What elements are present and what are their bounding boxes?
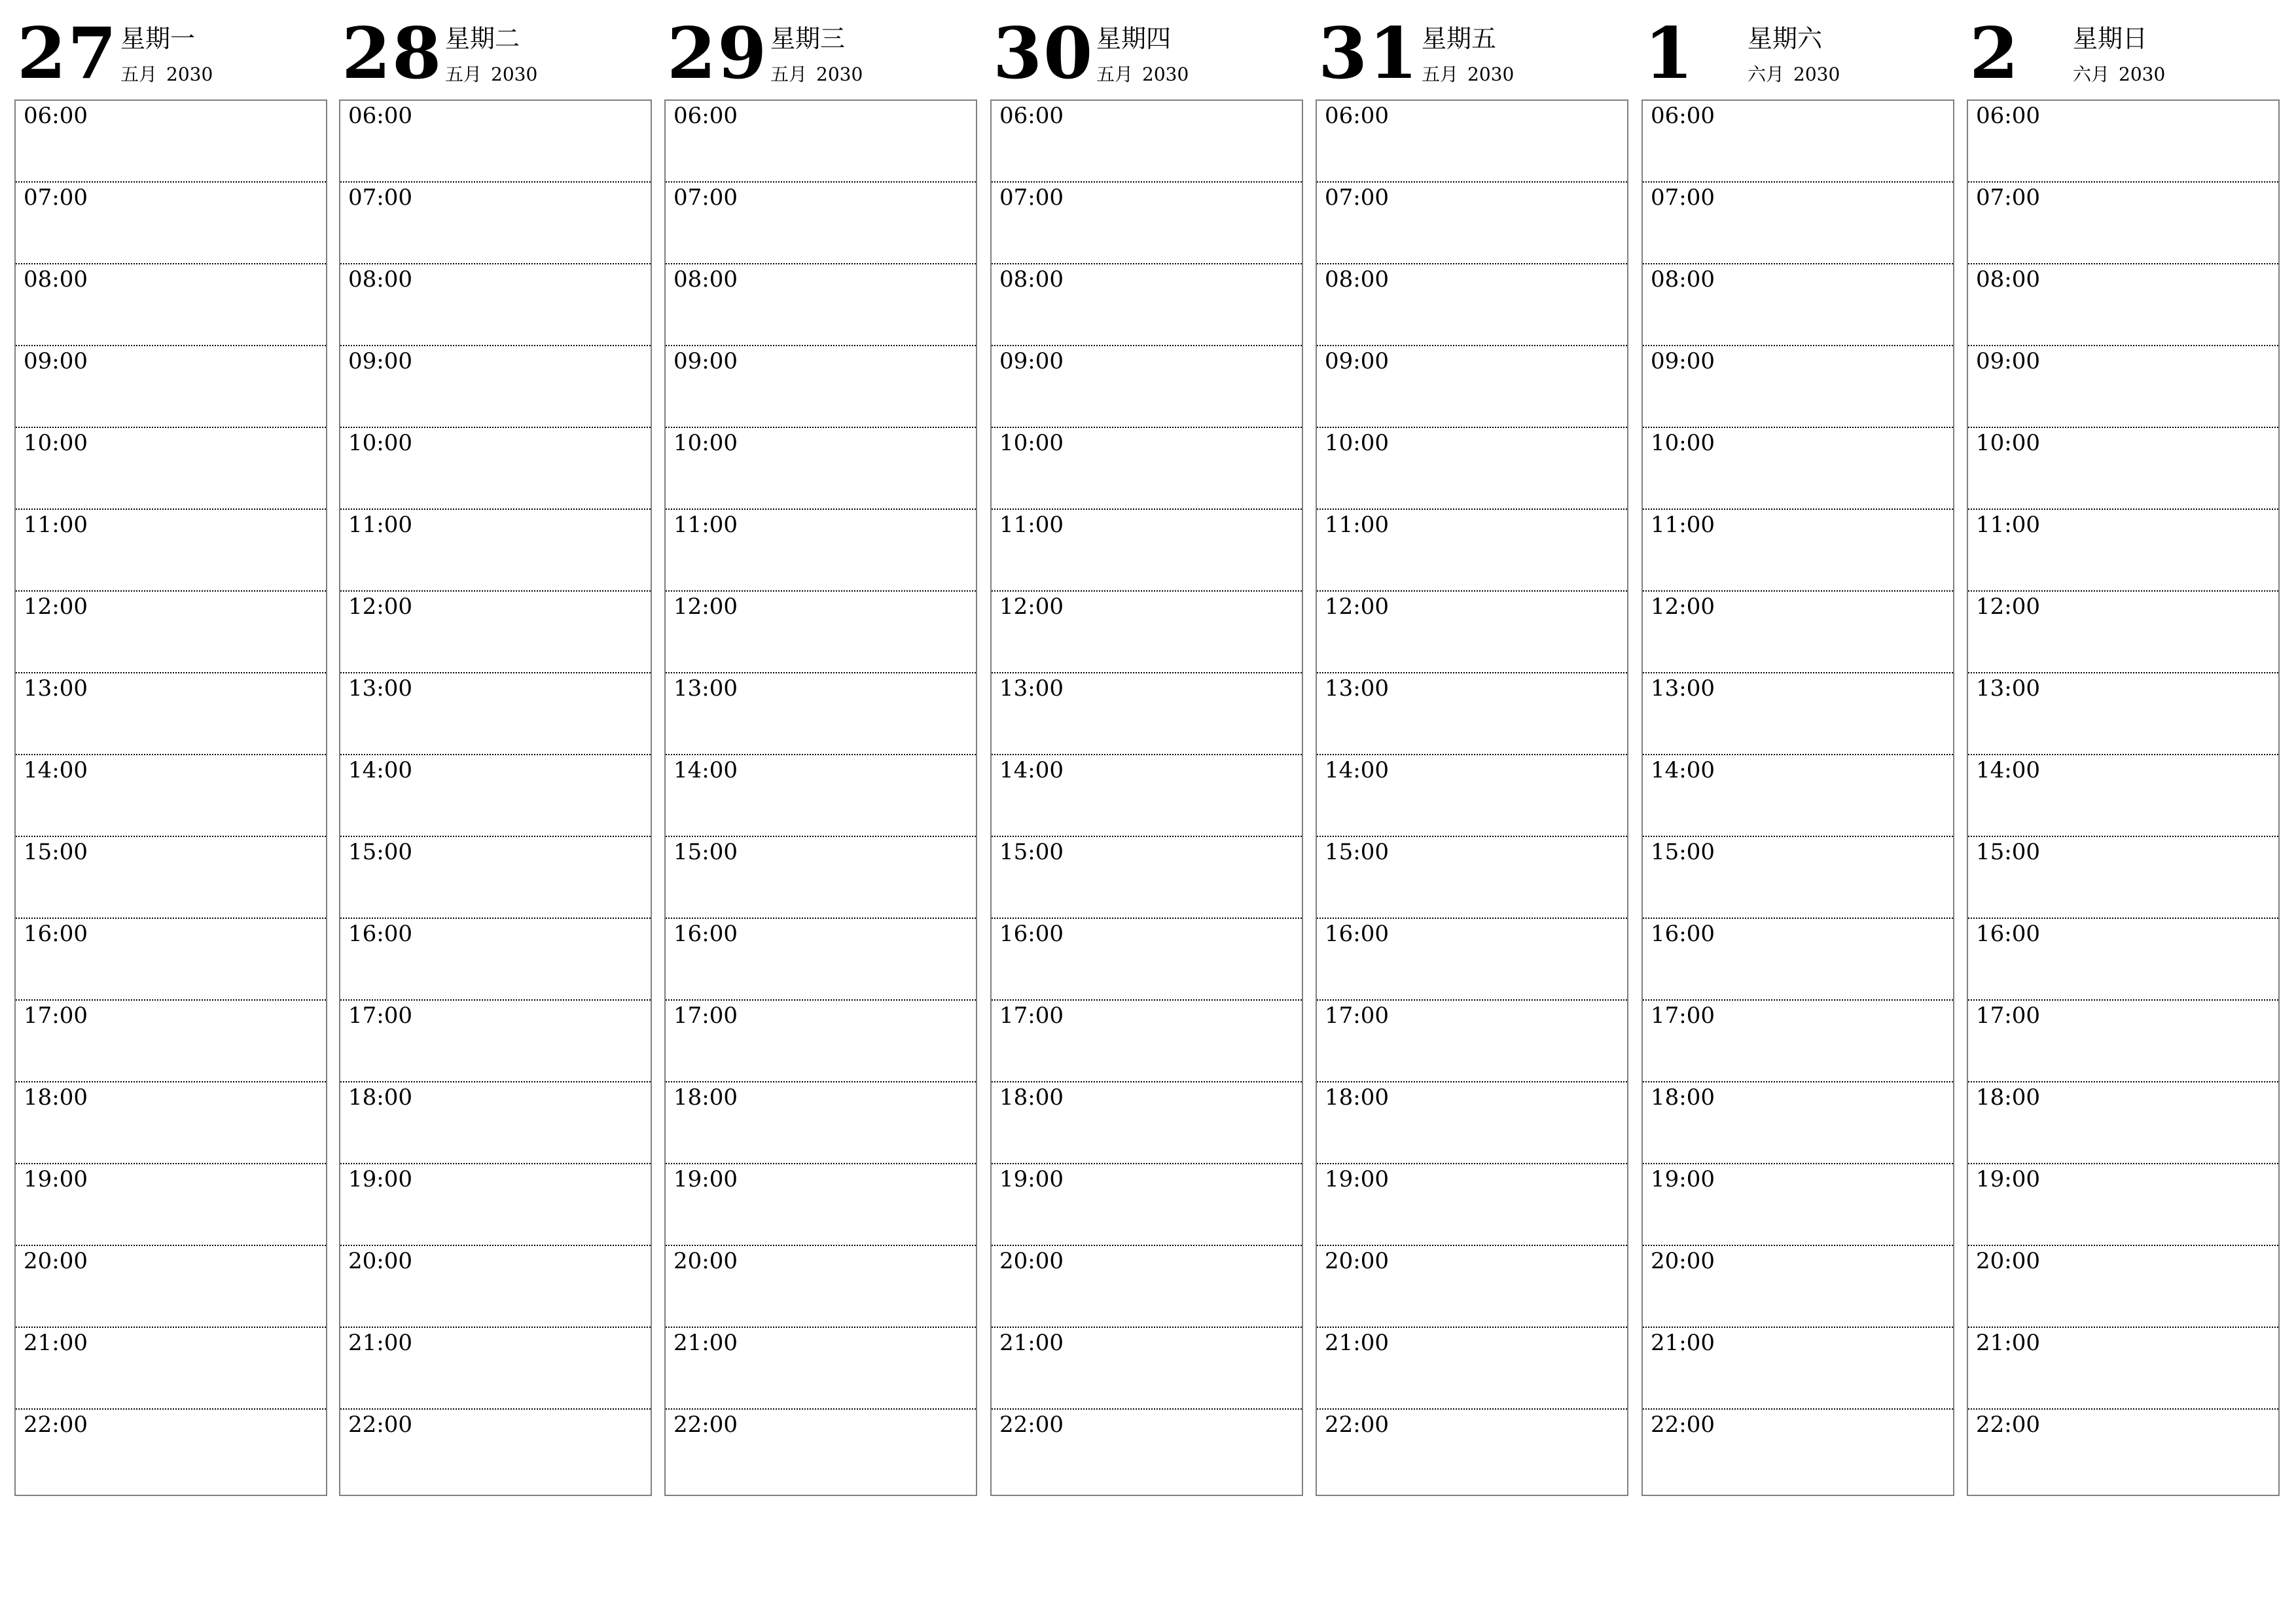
- hour-label: 10:00: [999, 430, 1064, 456]
- hour-label: 19:00: [1651, 1166, 1715, 1192]
- hour-label: 09:00: [24, 348, 88, 374]
- hour-label: 12:00: [24, 594, 88, 620]
- hour-label: 17:00: [999, 1003, 1064, 1029]
- day-header: [1641, 0, 1954, 99]
- hour-slot[interactable]: [1643, 1082, 1953, 1164]
- hour-label: 20:00: [1325, 1248, 1389, 1274]
- hour-label: 06:00: [673, 103, 738, 129]
- hour-slot[interactable]: [1643, 919, 1953, 1001]
- hour-label: 10:00: [1651, 430, 1715, 456]
- hour-slot[interactable]: [666, 1246, 976, 1328]
- weekday-label: 星期四: [1096, 24, 1172, 53]
- hour-slot[interactable]: [992, 673, 1302, 755]
- hour-slot[interactable]: [1968, 592, 2278, 673]
- hour-label: 18:00: [673, 1084, 738, 1111]
- month-year-label: [770, 65, 863, 84]
- hour-slot[interactable]: [340, 1328, 651, 1410]
- hour-slot[interactable]: [1968, 755, 2278, 837]
- day-number: 29: [667, 12, 768, 95]
- hour-label: 16:00: [24, 921, 88, 947]
- hour-label: 21:00: [24, 1330, 88, 1356]
- hour-slot[interactable]: [992, 755, 1302, 837]
- hour-slot[interactable]: [1968, 183, 2278, 264]
- hour-slot[interactable]: [1968, 1410, 2278, 1491]
- hour-slot[interactable]: [1317, 837, 1627, 919]
- hour-slot[interactable]: [1317, 755, 1627, 837]
- hour-label: 09:00: [348, 348, 412, 374]
- day-number: 31: [1318, 12, 1420, 95]
- month-label: 五月: [120, 63, 158, 85]
- hour-label: 14:00: [999, 757, 1064, 783]
- hour-label: 14:00: [348, 757, 412, 783]
- hour-label: 19:00: [24, 1166, 88, 1192]
- hour-slot[interactable]: [340, 1164, 651, 1246]
- hour-label: 17:00: [1976, 1003, 2040, 1029]
- hour-label: 18:00: [348, 1084, 412, 1111]
- hour-slot[interactable]: [340, 264, 651, 346]
- hour-slot[interactable]: [666, 183, 976, 264]
- day-column: [1641, 0, 1954, 1438]
- hour-label: 12:00: [1651, 594, 1715, 620]
- hour-label: 14:00: [1651, 757, 1715, 783]
- hour-label: 10:00: [348, 430, 412, 456]
- hour-slot[interactable]: [16, 673, 326, 755]
- hour-slot[interactable]: [1317, 1082, 1627, 1164]
- hour-slot[interactable]: [1317, 1001, 1627, 1082]
- hour-label: 21:00: [1325, 1330, 1389, 1356]
- hour-slot[interactable]: [992, 264, 1302, 346]
- hour-label: 13:00: [1651, 675, 1715, 702]
- month-label: 五月: [1422, 63, 1459, 85]
- hour-slot[interactable]: [666, 510, 976, 592]
- hour-slot[interactable]: [1317, 1328, 1627, 1410]
- hour-slot[interactable]: [16, 101, 326, 183]
- hour-slot[interactable]: [1317, 510, 1627, 592]
- hour-slot[interactable]: [1317, 673, 1627, 755]
- hour-slot[interactable]: [340, 183, 651, 264]
- hour-label: 20:00: [24, 1248, 88, 1274]
- hour-label: 14:00: [673, 757, 738, 783]
- hour-slot[interactable]: [1317, 1410, 1627, 1491]
- hour-label: 18:00: [24, 1084, 88, 1111]
- day-column: [1967, 0, 2280, 1438]
- hour-slot[interactable]: [992, 346, 1302, 428]
- hour-slot[interactable]: [16, 1410, 326, 1491]
- hour-slot[interactable]: [16, 510, 326, 592]
- hour-slot[interactable]: [1643, 1164, 1953, 1246]
- hour-slot[interactable]: [340, 837, 651, 919]
- day-schedule-box: [1641, 99, 1954, 1496]
- day-number: 30: [993, 12, 1094, 95]
- day-schedule-box: [990, 99, 1303, 1496]
- hour-label: 22:00: [1651, 1412, 1715, 1438]
- hour-slot[interactable]: [1643, 101, 1953, 183]
- hour-label: 06:00: [1651, 103, 1715, 129]
- hour-label: 15:00: [999, 839, 1064, 865]
- hour-label: 08:00: [1651, 266, 1715, 293]
- month-label: 五月: [770, 63, 808, 85]
- hour-slot[interactable]: [1968, 1164, 2278, 1246]
- day-header: [1967, 0, 2280, 99]
- day-header: [339, 0, 652, 99]
- hour-label: 08:00: [1325, 266, 1389, 293]
- month-label: 五月: [445, 63, 482, 85]
- hour-label: 14:00: [1325, 757, 1389, 783]
- hour-label: 18:00: [999, 1084, 1064, 1111]
- day-number: 28: [342, 12, 443, 95]
- hour-slot[interactable]: [1317, 428, 1627, 510]
- hour-slot[interactable]: [666, 837, 976, 919]
- year-label: 2030: [491, 63, 538, 85]
- hour-slot[interactable]: [992, 592, 1302, 673]
- day-schedule-box: [339, 99, 652, 1496]
- hour-slot[interactable]: [16, 1328, 326, 1410]
- hour-slot[interactable]: [16, 428, 326, 510]
- hour-label: 11:00: [1651, 512, 1715, 538]
- hour-label: 12:00: [348, 594, 412, 620]
- hour-slot[interactable]: [1968, 919, 2278, 1001]
- hour-slot[interactable]: [1643, 1001, 1953, 1082]
- hour-label: 16:00: [1651, 921, 1715, 947]
- hour-label: 15:00: [348, 839, 412, 865]
- hour-label: 07:00: [1325, 185, 1389, 211]
- hour-label: 12:00: [999, 594, 1064, 620]
- hour-slot[interactable]: [1317, 1164, 1627, 1246]
- hour-label: 07:00: [673, 185, 738, 211]
- hour-slot[interactable]: [992, 1001, 1302, 1082]
- hour-slot[interactable]: [666, 1410, 976, 1491]
- hour-label: 08:00: [999, 266, 1064, 293]
- day-header: [664, 0, 977, 99]
- hour-label: 18:00: [1325, 1084, 1389, 1111]
- hour-slot[interactable]: [666, 592, 976, 673]
- hour-label: 15:00: [24, 839, 88, 865]
- hour-label: 10:00: [1325, 430, 1389, 456]
- hour-label: 08:00: [348, 266, 412, 293]
- hour-label: 21:00: [348, 1330, 412, 1356]
- hour-label: 17:00: [24, 1003, 88, 1029]
- hour-slot[interactable]: [16, 264, 326, 346]
- year-label: 2030: [166, 63, 213, 85]
- hour-label: 11:00: [999, 512, 1064, 538]
- month-year-label: [445, 65, 537, 84]
- hour-slot[interactable]: [1317, 183, 1627, 264]
- hour-slot[interactable]: [1968, 101, 2278, 183]
- hour-slot[interactable]: [16, 1246, 326, 1328]
- hour-label: 09:00: [673, 348, 738, 374]
- weekday-label: 星期三: [770, 24, 846, 53]
- day-header: [990, 0, 1303, 99]
- weekday-label: 星期二: [445, 24, 520, 53]
- hour-label: 11:00: [1976, 512, 2040, 538]
- hour-label: 18:00: [1651, 1084, 1715, 1111]
- hour-label: 20:00: [673, 1248, 738, 1274]
- hour-label: 11:00: [1325, 512, 1389, 538]
- hour-label: 15:00: [1325, 839, 1389, 865]
- day-column: [339, 0, 652, 1438]
- day-number: 1: [1644, 12, 1695, 95]
- hour-label: 11:00: [673, 512, 738, 538]
- hour-slot[interactable]: [992, 1328, 1302, 1410]
- hour-slot[interactable]: [1968, 837, 2278, 919]
- hour-label: 14:00: [1976, 757, 2040, 783]
- hour-slot[interactable]: [340, 1246, 651, 1328]
- month-year-label: [1422, 65, 1514, 84]
- hour-slot[interactable]: [1317, 101, 1627, 183]
- hour-slot[interactable]: [666, 264, 976, 346]
- hour-label: 20:00: [348, 1248, 412, 1274]
- hour-label: 10:00: [24, 430, 88, 456]
- hour-slot[interactable]: [1317, 1246, 1627, 1328]
- day-schedule-box: [1316, 99, 1628, 1496]
- weekday-label: 星期一: [120, 24, 196, 53]
- hour-label: 17:00: [673, 1003, 738, 1029]
- hour-label: 14:00: [24, 757, 88, 783]
- hour-label: 16:00: [1976, 921, 2040, 947]
- hour-slot[interactable]: [16, 919, 326, 1001]
- hour-slot[interactable]: [1643, 592, 1953, 673]
- hour-slot[interactable]: [1643, 428, 1953, 510]
- hour-slot[interactable]: [666, 919, 976, 1001]
- day-number: 2: [1969, 12, 2020, 95]
- hour-slot[interactable]: [1643, 346, 1953, 428]
- hour-slot[interactable]: [666, 1001, 976, 1082]
- month-year-label: [2073, 65, 2165, 84]
- hour-slot[interactable]: [340, 673, 651, 755]
- hour-slot[interactable]: [1968, 673, 2278, 755]
- hour-slot[interactable]: [666, 1082, 976, 1164]
- year-label: 2030: [816, 63, 863, 85]
- hour-label: 21:00: [1651, 1330, 1715, 1356]
- hour-slot[interactable]: [16, 755, 326, 837]
- year-label: 2030: [1142, 63, 1189, 85]
- hour-label: 16:00: [348, 921, 412, 947]
- hour-slot[interactable]: [340, 346, 651, 428]
- hour-slot[interactable]: [992, 183, 1302, 264]
- hour-slot[interactable]: [1968, 510, 2278, 592]
- hour-slot[interactable]: [16, 592, 326, 673]
- hour-label: 11:00: [24, 512, 88, 538]
- month-year-label: [120, 65, 213, 84]
- hour-slot[interactable]: [992, 1246, 1302, 1328]
- hour-label: 17:00: [1325, 1003, 1389, 1029]
- hour-slot[interactable]: [666, 428, 976, 510]
- hour-label: 16:00: [673, 921, 738, 947]
- hour-slot[interactable]: [16, 1001, 326, 1082]
- hour-label: 15:00: [1976, 839, 2040, 865]
- hour-slot[interactable]: [1643, 837, 1953, 919]
- day-column: [1316, 0, 1628, 1438]
- month-label: 六月: [1748, 63, 1785, 85]
- month-label: 六月: [2073, 63, 2110, 85]
- hour-slot[interactable]: [1968, 1328, 2278, 1410]
- hour-slot[interactable]: [992, 1082, 1302, 1164]
- day-column: [14, 0, 327, 1438]
- hour-label: 12:00: [1325, 594, 1389, 620]
- hour-label: 09:00: [999, 348, 1064, 374]
- hour-slot[interactable]: [1643, 1246, 1953, 1328]
- hour-slot[interactable]: [16, 183, 326, 264]
- hour-label: 22:00: [24, 1412, 88, 1438]
- hour-slot[interactable]: [992, 1164, 1302, 1246]
- hour-slot[interactable]: [992, 428, 1302, 510]
- hour-slot[interactable]: [1317, 346, 1627, 428]
- hour-slot[interactable]: [340, 510, 651, 592]
- hour-label: 15:00: [673, 839, 738, 865]
- hour-slot[interactable]: [1968, 1082, 2278, 1164]
- hour-label: 06:00: [1976, 103, 2040, 129]
- hour-slot[interactable]: [1968, 346, 2278, 428]
- month-year-label: [1748, 65, 1840, 84]
- hour-label: 13:00: [673, 675, 738, 702]
- hour-label: 12:00: [1976, 594, 2040, 620]
- hour-label: 17:00: [1651, 1003, 1715, 1029]
- hour-slot[interactable]: [1317, 919, 1627, 1001]
- hour-slot[interactable]: [340, 428, 651, 510]
- hour-label: 07:00: [999, 185, 1064, 211]
- hour-slot[interactable]: [340, 755, 651, 837]
- hour-label: 06:00: [24, 103, 88, 129]
- hour-label: 07:00: [348, 185, 412, 211]
- hour-slot[interactable]: [16, 837, 326, 919]
- hour-label: 20:00: [1976, 1248, 2040, 1274]
- hour-slot[interactable]: [1643, 183, 1953, 264]
- hour-label: 15:00: [1651, 839, 1715, 865]
- hour-label: 19:00: [1976, 1166, 2040, 1192]
- year-label: 2030: [2119, 63, 2166, 85]
- hour-label: 17:00: [348, 1003, 412, 1029]
- hour-slot[interactable]: [1968, 1246, 2278, 1328]
- hour-label: 12:00: [673, 594, 738, 620]
- hour-label: 13:00: [1976, 675, 2040, 702]
- hour-slot[interactable]: [992, 837, 1302, 919]
- hour-label: 13:00: [348, 675, 412, 702]
- hour-label: 08:00: [24, 266, 88, 293]
- day-number: 27: [17, 12, 118, 95]
- hour-label: 22:00: [1976, 1412, 2040, 1438]
- hour-label: 10:00: [1976, 430, 2040, 456]
- day-schedule-box: [664, 99, 977, 1496]
- hour-slot[interactable]: [992, 101, 1302, 183]
- day-schedule-box: [1967, 99, 2280, 1496]
- hour-label: 06:00: [348, 103, 412, 129]
- hour-label: 08:00: [673, 266, 738, 293]
- hour-label: 22:00: [348, 1412, 412, 1438]
- hour-slot[interactable]: [16, 1082, 326, 1164]
- hour-label: 20:00: [1651, 1248, 1715, 1274]
- hour-slot[interactable]: [1643, 1328, 1953, 1410]
- hour-label: 09:00: [1651, 348, 1715, 374]
- hour-slot[interactable]: [340, 592, 651, 673]
- hour-label: 06:00: [1325, 103, 1389, 129]
- hour-slot[interactable]: [666, 673, 976, 755]
- hour-slot[interactable]: [340, 1410, 651, 1491]
- day-schedule-box: [14, 99, 327, 1496]
- hour-label: 19:00: [673, 1166, 738, 1192]
- hour-slot[interactable]: [1317, 592, 1627, 673]
- hour-label: 10:00: [673, 430, 738, 456]
- hour-label: 09:00: [1325, 348, 1389, 374]
- hour-slot[interactable]: [340, 919, 651, 1001]
- hour-slot[interactable]: [1317, 264, 1627, 346]
- hour-slot[interactable]: [1643, 264, 1953, 346]
- hour-label: 22:00: [1325, 1412, 1389, 1438]
- hour-slot[interactable]: [1643, 755, 1953, 837]
- hour-label: 11:00: [348, 512, 412, 538]
- day-column: [990, 0, 1303, 1438]
- hour-slot[interactable]: [16, 346, 326, 428]
- day-header: [1316, 0, 1628, 99]
- year-label: 2030: [1467, 63, 1515, 85]
- hour-label: 21:00: [999, 1330, 1064, 1356]
- hour-slot[interactable]: [666, 346, 976, 428]
- day-header: [14, 0, 327, 99]
- hour-slot[interactable]: [666, 1164, 976, 1246]
- weekday-label: 星期日: [2073, 24, 2148, 53]
- weekday-label: 星期六: [1748, 24, 1823, 53]
- hour-label: 07:00: [1976, 185, 2040, 211]
- hour-label: 20:00: [999, 1248, 1064, 1274]
- hour-slot[interactable]: [992, 510, 1302, 592]
- hour-label: 06:00: [999, 103, 1064, 129]
- hour-slot[interactable]: [1643, 510, 1953, 592]
- hour-label: 07:00: [1651, 185, 1715, 211]
- hour-slot[interactable]: [1968, 428, 2278, 510]
- hour-slot[interactable]: [992, 1410, 1302, 1491]
- hour-slot[interactable]: [1643, 673, 1953, 755]
- day-column: [664, 0, 977, 1438]
- hour-label: 13:00: [24, 675, 88, 702]
- year-label: 2030: [1793, 63, 1840, 85]
- hour-slot[interactable]: [992, 919, 1302, 1001]
- hour-label: 22:00: [999, 1412, 1064, 1438]
- hour-slot[interactable]: [666, 755, 976, 837]
- hour-label: 19:00: [348, 1166, 412, 1192]
- hour-label: 21:00: [1976, 1330, 2040, 1356]
- hour-slot[interactable]: [1643, 1410, 1953, 1491]
- hour-label: 21:00: [673, 1330, 738, 1356]
- hour-label: 16:00: [999, 921, 1064, 947]
- hour-slot[interactable]: [16, 1164, 326, 1246]
- hour-slot[interactable]: [1968, 1001, 2278, 1082]
- hour-label: 08:00: [1976, 266, 2040, 293]
- hour-slot[interactable]: [340, 101, 651, 183]
- hour-label: 22:00: [673, 1412, 738, 1438]
- hour-label: 09:00: [1976, 348, 2040, 374]
- hour-slot[interactable]: [340, 1082, 651, 1164]
- hour-label: 19:00: [999, 1166, 1064, 1192]
- hour-slot[interactable]: [340, 1001, 651, 1082]
- hour-slot[interactable]: [666, 1328, 976, 1410]
- hour-slot[interactable]: [666, 101, 976, 183]
- month-label: 五月: [1096, 63, 1134, 85]
- weekday-label: 星期五: [1422, 24, 1497, 53]
- hour-label: 13:00: [999, 675, 1064, 702]
- hour-label: 18:00: [1976, 1084, 2040, 1111]
- hour-label: 19:00: [1325, 1166, 1389, 1192]
- hour-label: 07:00: [24, 185, 88, 211]
- hour-label: 13:00: [1325, 675, 1389, 702]
- month-year-label: [1096, 65, 1189, 84]
- hour-slot[interactable]: [1968, 264, 2278, 346]
- hour-label: 16:00: [1325, 921, 1389, 947]
